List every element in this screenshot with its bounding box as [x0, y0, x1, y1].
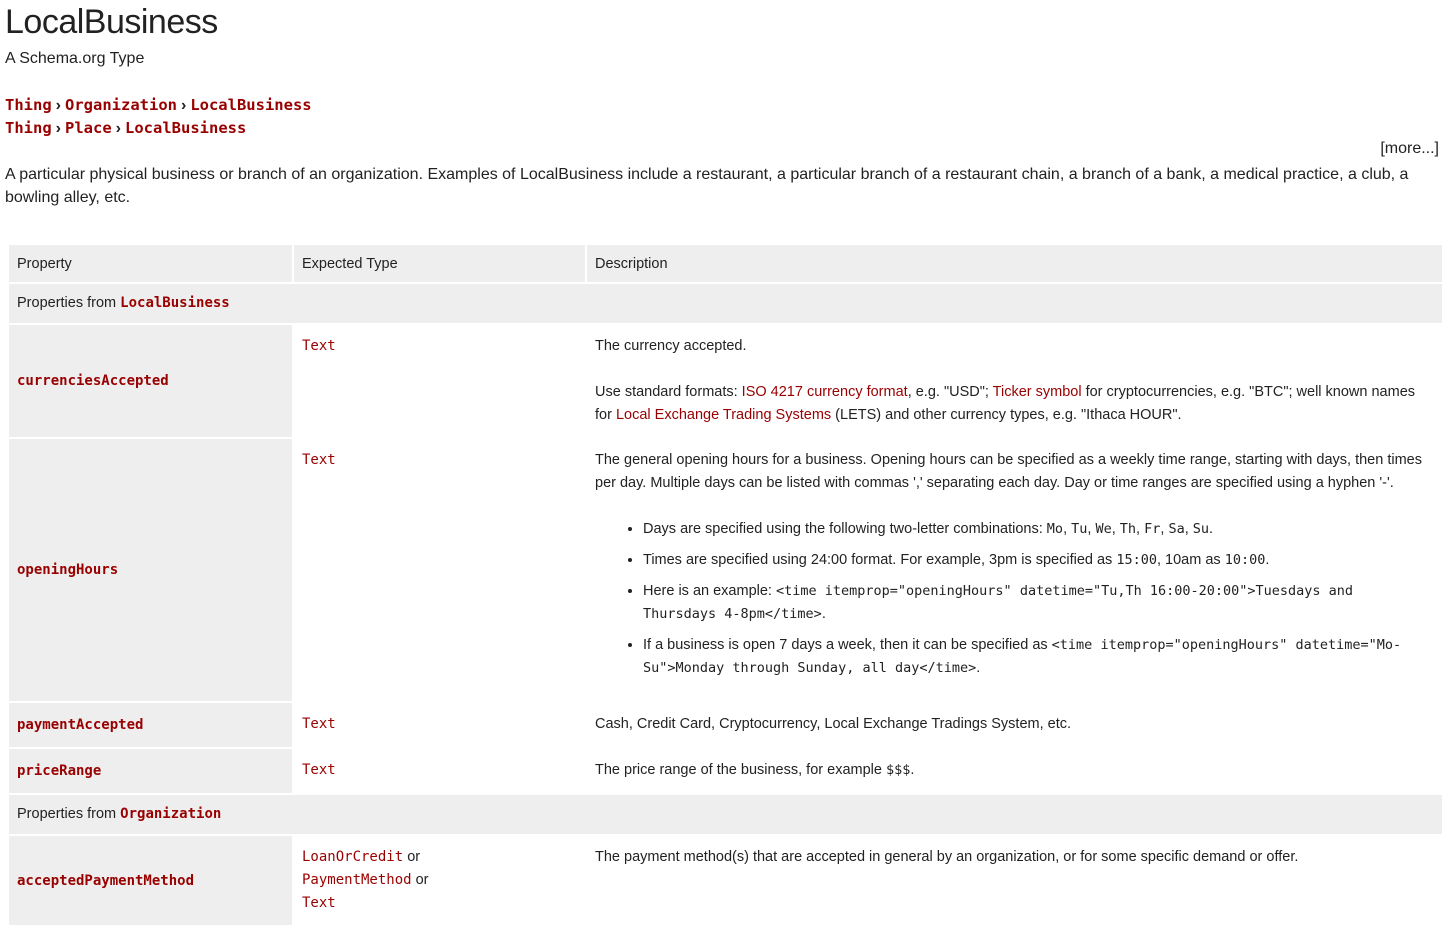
opening-hours-list — [595, 518, 1434, 680]
type-joiner: or — [415, 872, 429, 888]
property-link-openinghours[interactable]: openingHours — [17, 562, 119, 578]
header-description: Description — [587, 245, 1442, 282]
table-row — [9, 439, 1442, 701]
description-cell: The payment method(s) that are accepted in general by an organization, or for some specific demand or offer. — [595, 849, 1299, 865]
type-cell — [294, 439, 585, 701]
breadcrumb-separator: › — [180, 97, 187, 114]
type-link-text[interactable]: Text — [302, 895, 336, 911]
property-link-paymentaccepted[interactable]: paymentAccepted — [17, 717, 144, 733]
description-cell: The price range of the business, for example $$$. — [595, 762, 915, 778]
type-cell — [294, 749, 585, 793]
page-subtitle: A Schema.org Type — [5, 50, 145, 67]
properties-table — [7, 243, 1444, 927]
property-link-acceptedpaymentmethod[interactable]: acceptedPaymentMethod — [17, 872, 195, 889]
table-row — [9, 325, 1442, 437]
list-item: • If a business is open 7 days a week, then it can be specified as <time itemprop="openingHours" datetime="Mo-Su">Monday through Sunday, all day</time>. — [643, 634, 1434, 680]
type-cell — [294, 325, 585, 437]
breadcrumb-link-thing[interactable]: Thing — [5, 96, 52, 114]
property-cell — [9, 749, 292, 793]
more-link[interactable]: [more...] — [1380, 140, 1439, 157]
property-cell — [9, 439, 292, 701]
header-property: Property — [9, 245, 292, 282]
type-link-paymentmethod[interactable]: PaymentMethod — [302, 872, 412, 888]
page-title: LocalBusiness — [5, 3, 218, 41]
table-header-row — [9, 245, 1442, 282]
section-type-link[interactable]: LocalBusiness — [120, 295, 230, 311]
breadcrumb-link-thing[interactable]: Thing — [5, 119, 52, 137]
type-joiner: or — [407, 849, 421, 865]
table-row — [9, 749, 1442, 793]
type-cell — [294, 703, 585, 747]
type-link-text[interactable]: Text — [302, 338, 336, 354]
breadcrumb-separator: › — [55, 120, 61, 137]
type-link-text[interactable]: Text — [302, 762, 336, 778]
iso4217-link[interactable]: ISO 4217 currency format — [741, 384, 908, 400]
section-label: Properties from Organization — [9, 795, 1442, 834]
breadcrumb-line-2 — [5, 117, 312, 140]
type-description: A particular physical business or branch of an organization. Examples of LocalBusiness include a restaurant, a particular branch of a restaurant chain, a branch of a bank, a medical practice, a club, a bowling alley, etc. — [5, 166, 1409, 206]
breadcrumb-link-localbusiness[interactable]: LocalBusiness — [125, 119, 247, 137]
type-link-loanorcredit[interactable]: LoanOrCredit — [302, 849, 404, 865]
type-link-text[interactable]: Text — [302, 716, 336, 732]
type-link-text[interactable]: Text — [302, 452, 336, 468]
type-cell — [294, 836, 585, 925]
breadcrumb-link-place[interactable]: Place — [65, 119, 112, 137]
list-item: • Times are specified using 24:00 format. For example, 3pm is specified as 15:00, 10am as 10:00. — [643, 549, 1434, 572]
list-item: • Days are specified using the following two-letter combinations: Mo, Tu, We, Th, Fr, Sa, Su. — [643, 518, 1434, 541]
property-link-currenciesaccepted[interactable]: currenciesAccepted — [17, 373, 169, 389]
table-row — [9, 703, 1442, 747]
section-row-organization — [9, 795, 1442, 834]
description-text: Use standard formats: ISO 4217 currency format, e.g. "USD"; Ticker symbol for cryptocurrencies, e.g. "BTC"; well known names for Local Exchange Trading Systems (LETS) and other currency types, e.g. "Ithaca HOUR". — [595, 384, 1416, 423]
description-text: The general opening hours for a business. Opening hours can be specified as a weekly time range, starting with days, then times per day. Multiple days can be listed with commas ',' separating each day. Day or time ranges are specified using a hyphen '-'. — [595, 452, 1422, 491]
header-expected-type: Expected Type — [294, 245, 585, 282]
description-cell — [587, 325, 1442, 437]
breadcrumb-separator: › — [115, 120, 121, 137]
description-cell: Cash, Credit Card, Cryptocurrency, Local Exchange Tradings System, etc. — [595, 716, 1072, 732]
property-cell — [9, 836, 292, 925]
description-cell — [587, 439, 1442, 701]
list-item: • Here is an example: <time itemprop="openingHours" datetime="Tu,Th 16:00-20:00">Tuesdays and Thursdays 4-8pm</time>. — [643, 580, 1434, 626]
table-row — [9, 836, 1442, 925]
property-cell — [9, 703, 292, 747]
breadcrumb-line-1 — [5, 94, 312, 117]
property-link-pricerange[interactable]: priceRange — [17, 763, 102, 779]
property-cell — [9, 325, 292, 437]
breadcrumb-link-localbusiness[interactable]: LocalBusiness — [190, 96, 312, 114]
section-row-localbusiness — [9, 284, 1442, 323]
breadcrumb-separator: › — [55, 97, 61, 114]
breadcrumb-link-organization[interactable]: Organization — [65, 96, 177, 114]
description-text: The currency accepted. — [595, 338, 747, 354]
ticker-symbol-link[interactable]: Ticker symbol — [992, 384, 1082, 400]
lets-link[interactable]: Local Exchange Trading Systems — [615, 407, 832, 423]
section-label: Properties from LocalBusiness — [9, 284, 1442, 323]
section-type-link[interactable]: Organization — [120, 806, 222, 822]
breadcrumb — [5, 94, 312, 140]
